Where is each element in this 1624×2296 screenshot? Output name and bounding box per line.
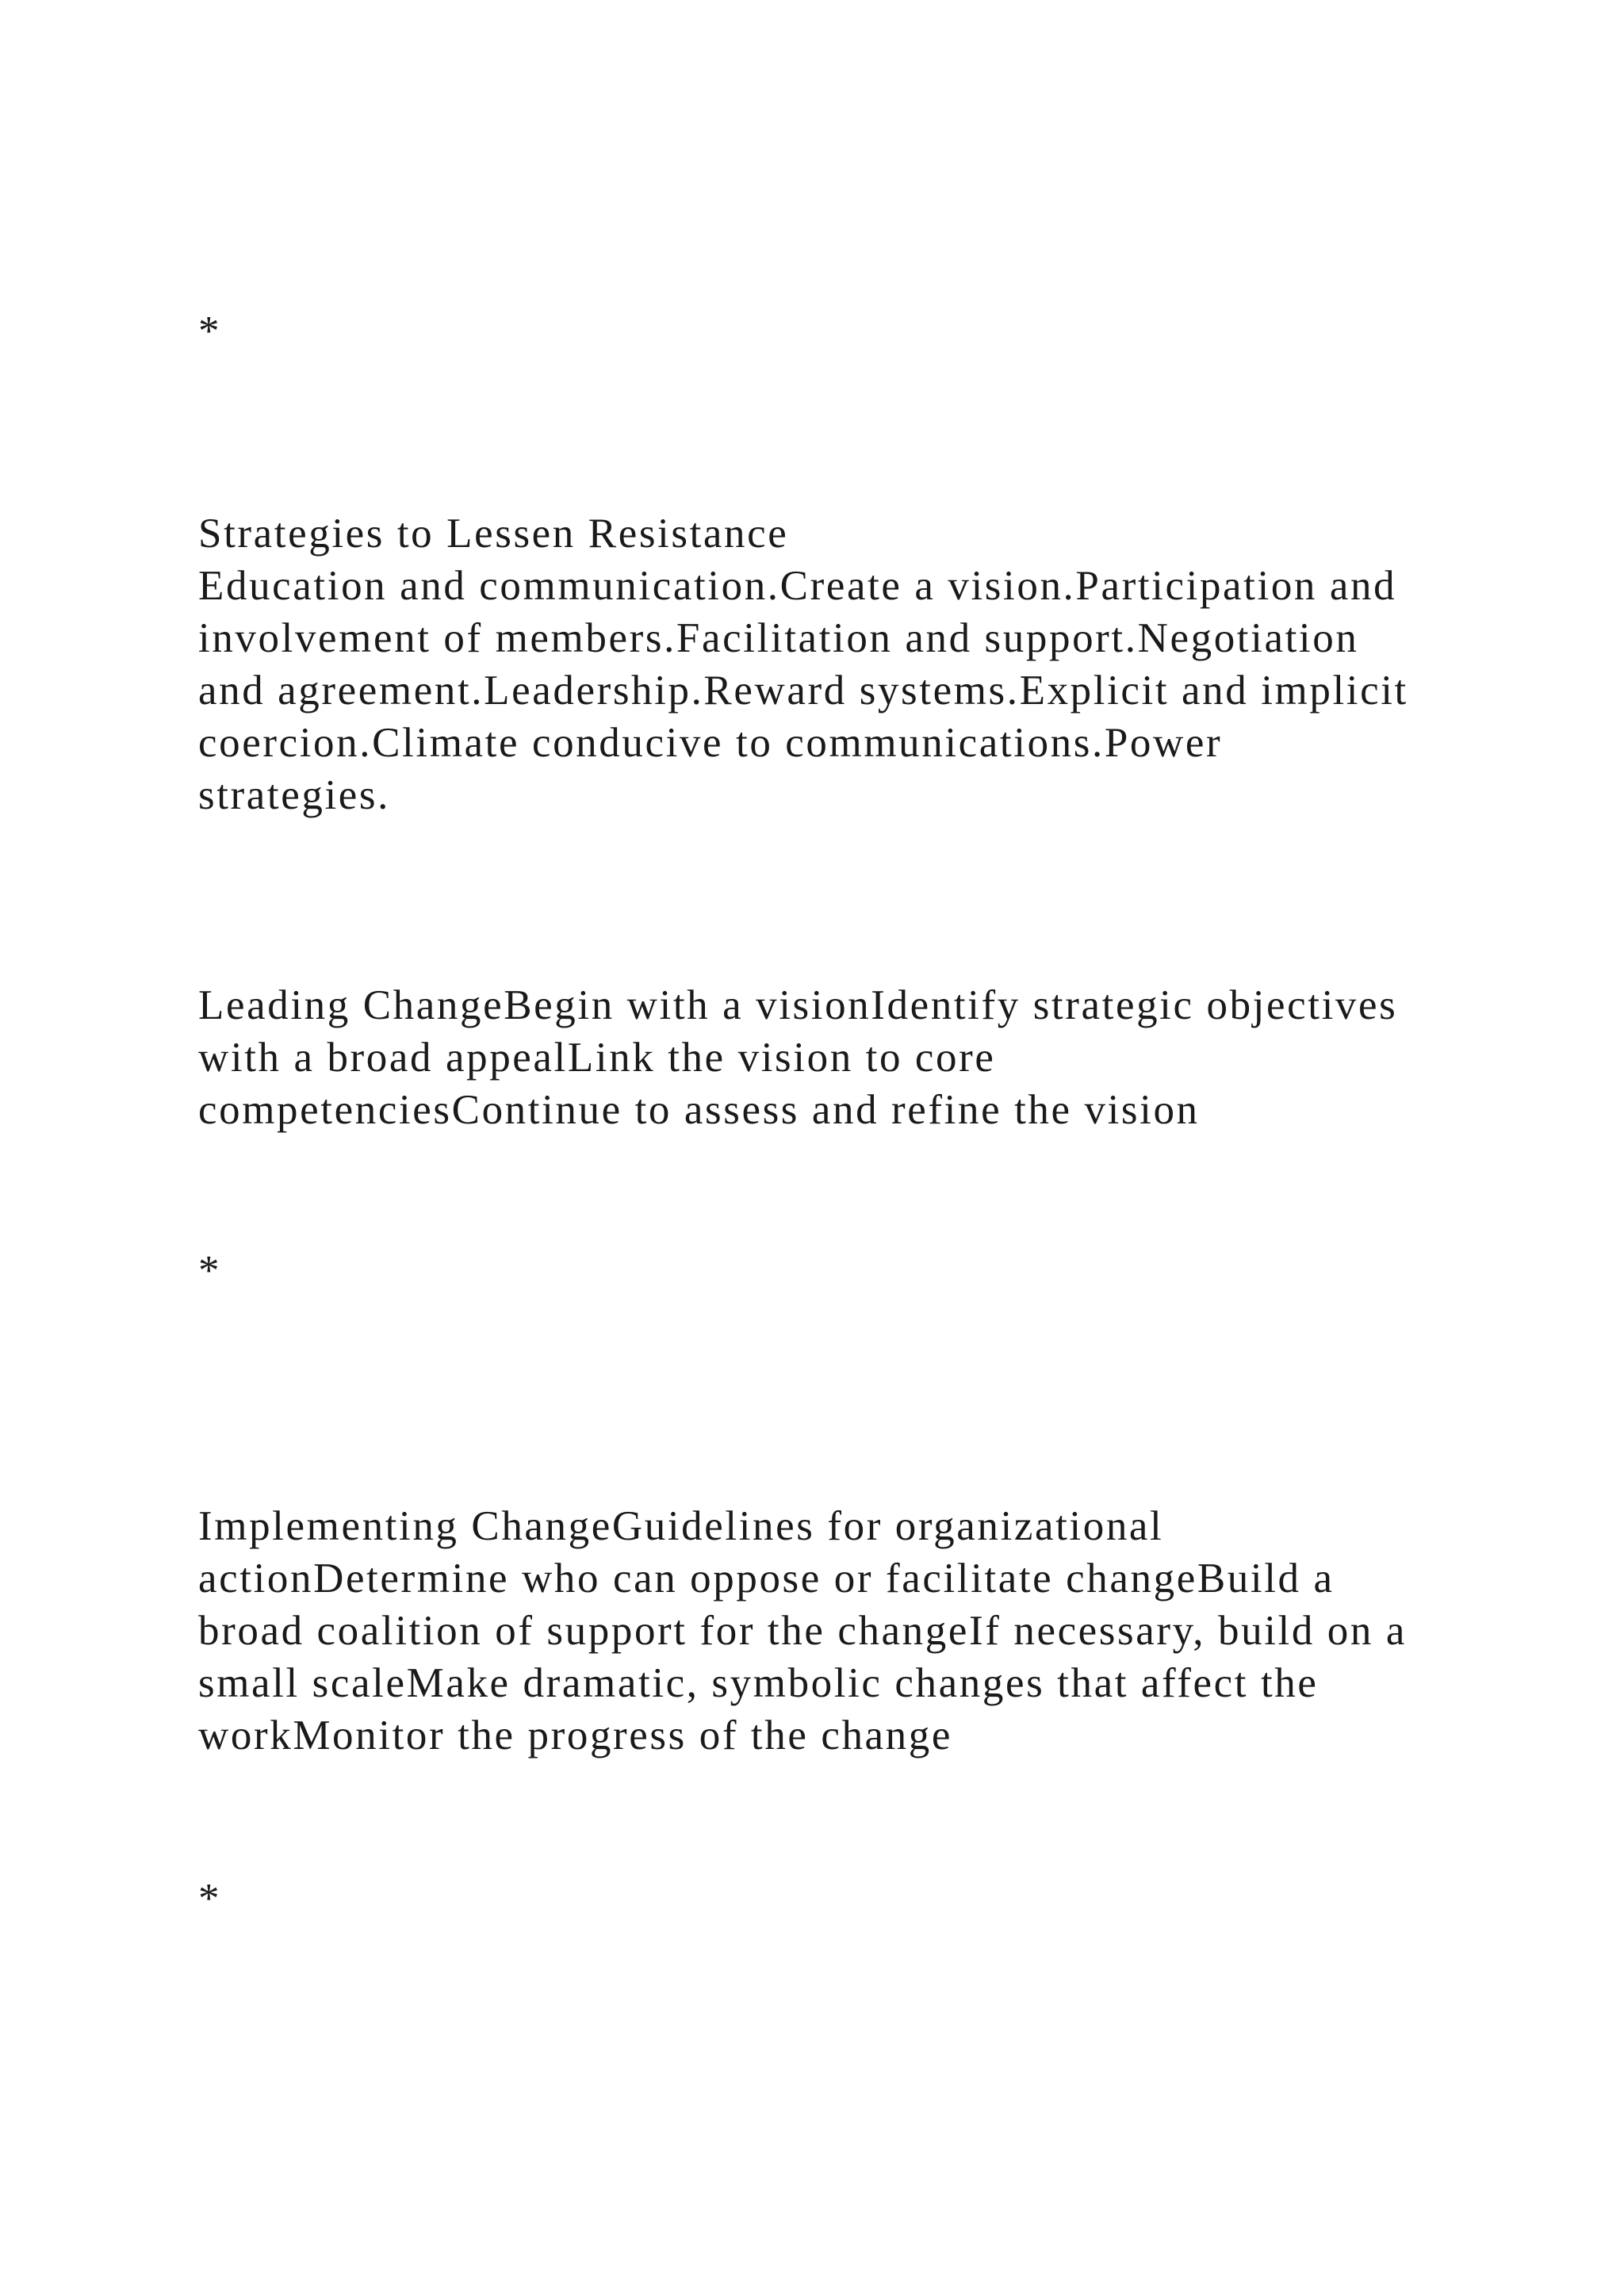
paragraph-line: with a broad appealLink the vision to core (198, 1035, 996, 1081)
paragraph-line: small scaleMake dramatic, symbolic changes that affect the (198, 1660, 1319, 1706)
section-title-strategies: Strategies to Lessen Resistance (198, 511, 789, 557)
separator-asterisk-2: * (198, 1248, 220, 1294)
paragraph-line: competenciesContinue to assess and refine the vision (198, 1087, 1200, 1133)
paragraph-line: workMonitor the progress of the change (198, 1712, 952, 1758)
paragraph-line: actionDetermine who can oppose or facilitate changeBuild a (198, 1556, 1335, 1601)
separator-asterisk-1: * (198, 308, 220, 354)
paragraph-line: and agreement.Leadership.Reward systems.Explicit and implicit (198, 668, 1408, 714)
separator-asterisk-3: * (198, 1876, 220, 1922)
paragraph-line: strategies. (198, 772, 390, 818)
paragraph-line: Education and communication.Create a vision.Participation and (198, 563, 1397, 609)
paragraph-line: involvement of members.Facilitation and support.Negotiation (198, 615, 1359, 661)
paragraph-line-leading-change: Leading ChangeBegin with a visionIdentify strategic objectives (198, 982, 1398, 1028)
paragraph-line: coercion.Climate conducive to communications.Power (198, 720, 1223, 766)
paragraph-line: broad coalition of support for the changeIf necessary, build on a (198, 1608, 1407, 1654)
paragraph-line-implementing-change: Implementing ChangeGuidelines for organizational (198, 1503, 1164, 1549)
